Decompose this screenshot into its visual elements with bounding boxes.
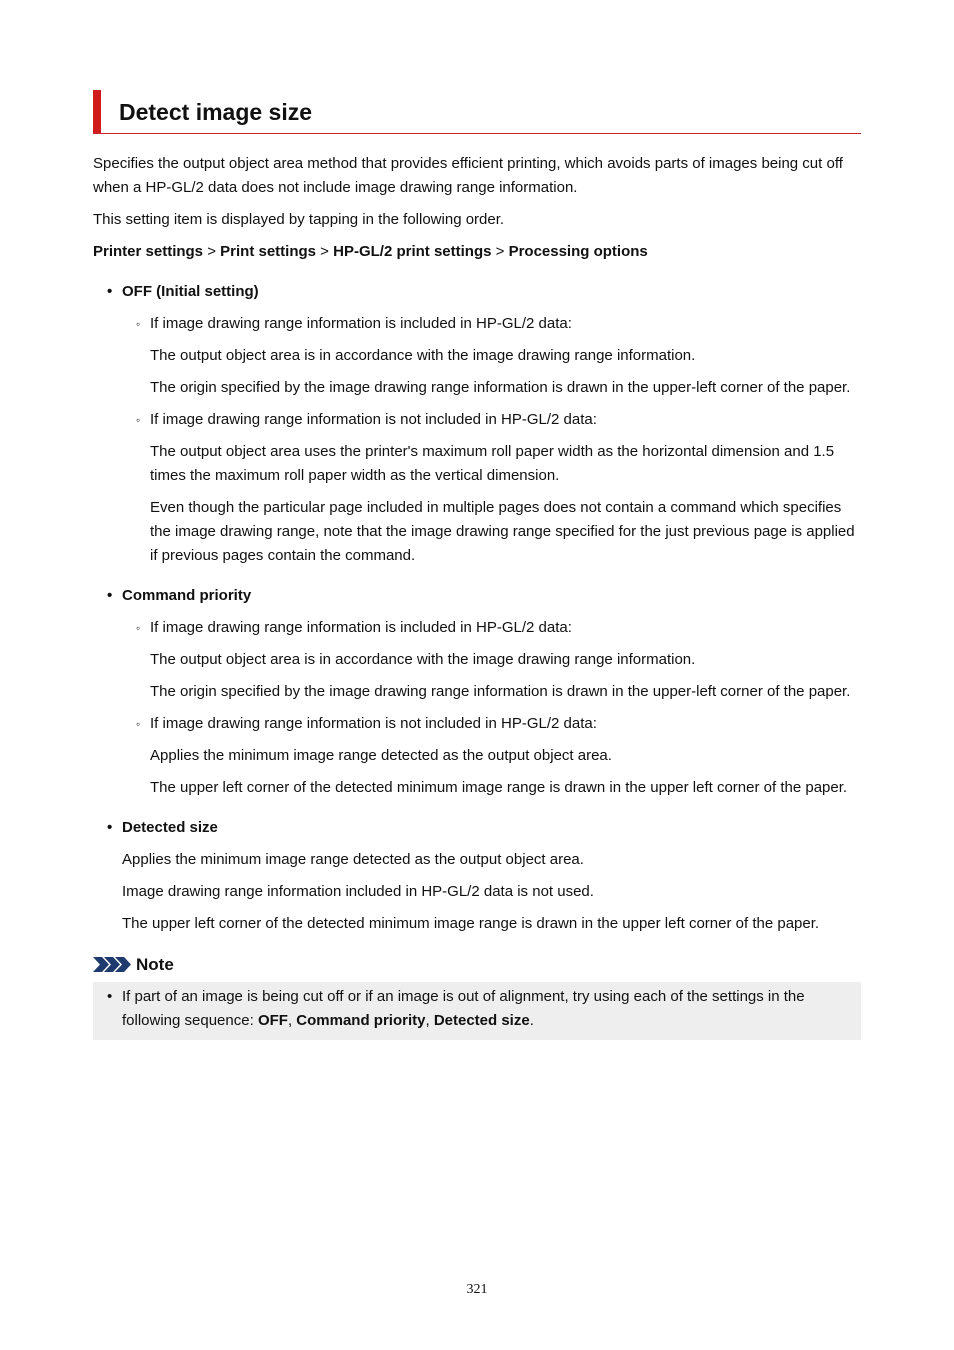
option-detail: Image drawing range information included in HP-GL/2 data is not used. <box>122 883 594 900</box>
condition-not-included <box>122 712 861 736</box>
path-separator: > <box>207 243 216 260</box>
settings-path <box>93 240 861 264</box>
option-detail: The upper left corner of the detected minimum image range is drawn in the upper left corner of the paper. <box>122 915 820 932</box>
hollow-bullet-icon: ◦ <box>136 717 141 731</box>
title-accent-bar <box>93 90 101 133</box>
condition-detail: The origin specified by the image drawing range information is drawn in the upper-left corner of the paper. <box>150 379 851 396</box>
option-detected-size <box>93 816 861 936</box>
bullet-icon: • <box>107 283 113 300</box>
note-box <box>93 982 861 1040</box>
option-detail: Applies the minimum image range detected as the output object area. <box>122 851 584 868</box>
condition-not-included <box>122 408 861 432</box>
bullet-icon: • <box>107 819 113 836</box>
option-off <box>93 280 861 568</box>
note-setting-off: OFF <box>257 1012 288 1029</box>
hollow-bullet-icon: ◦ <box>136 413 141 427</box>
note-setting-detected-size: Detected size <box>433 1012 530 1029</box>
bullet-icon: • <box>107 587 113 604</box>
option-command-priority <box>93 584 861 800</box>
option-label: Detected size <box>122 819 218 836</box>
note-period: . <box>529 1012 534 1029</box>
note-comma: , <box>425 1012 434 1029</box>
hollow-bullet-icon: ◦ <box>136 621 141 635</box>
condition-detail: Applies the minimum image range detected as the output object area. <box>150 747 612 764</box>
path-separator: > <box>320 243 329 260</box>
note-chevrons-icon <box>93 957 131 972</box>
condition-detail: The output object area uses the printer's maximum roll paper width as the horizontal dimension and 1.5 times the maximum roll paper width as the vertical dimension. <box>150 443 835 484</box>
path-step-hpgl2-print-settings: HP-GL/2 print settings <box>333 243 492 260</box>
condition-detail: Even though the particular page included in multiple pages does not contain a command which specifies the image drawing range, note that the image drawing range specified for the just previous page is applied if previous pages contain the command. <box>150 499 855 564</box>
path-step-processing-options: Processing options <box>508 243 648 260</box>
condition-text: If image drawing range information is included in HP-GL/2 data: <box>150 315 572 332</box>
option-label: Command priority <box>122 587 252 604</box>
intro-paragraph: Specifies the output object area method that provides efficient printing, which avoids parts of images being cut off when a HP-GL/2 data does not include image drawing range information. <box>93 155 843 196</box>
path-step-printer-settings: Printer settings <box>93 243 204 260</box>
document-page <box>93 90 861 1040</box>
page-number: 321 <box>466 1282 488 1297</box>
condition-text: If image drawing range information is not included in HP-GL/2 data: <box>150 411 597 428</box>
condition-included <box>122 312 861 336</box>
section-header <box>93 90 861 134</box>
bullet-icon: • <box>107 988 113 1005</box>
page-title: Detect image size <box>119 99 313 125</box>
order-paragraph: This setting item is displayed by tapping in the following order. <box>93 211 505 228</box>
condition-detail: The upper left corner of the detected minimum image range is drawn in the upper left corner of the paper. <box>150 779 848 796</box>
path-separator: > <box>495 243 505 260</box>
condition-text: If image drawing range information is not included in HP-GL/2 data: <box>150 715 597 732</box>
note-text-intro: If part of an image is being cut off or if an image is out of alignment, try using each of the settings in the following sequence: <box>122 988 805 1029</box>
note-text <box>122 985 853 1033</box>
note-header <box>93 954 861 976</box>
condition-detail: The origin specified by the image drawing range information is drawn in the upper-left corner of the paper. <box>150 683 851 700</box>
hollow-bullet-icon: ◦ <box>136 317 141 331</box>
condition-detail: The output object area is in accordance with the image drawing range information. <box>150 347 696 364</box>
note-setting-command-priority: Command priority <box>296 1012 426 1029</box>
note-label: Note <box>136 955 174 974</box>
condition-detail: The output object area is in accordance with the image drawing range information. <box>150 651 696 668</box>
path-step-print-settings: Print settings <box>220 243 316 260</box>
note-comma: , <box>287 1012 297 1029</box>
condition-text: If image drawing range information is included in HP-GL/2 data: <box>150 619 572 636</box>
option-label: OFF (Initial setting) <box>122 283 259 300</box>
condition-included <box>122 616 861 640</box>
